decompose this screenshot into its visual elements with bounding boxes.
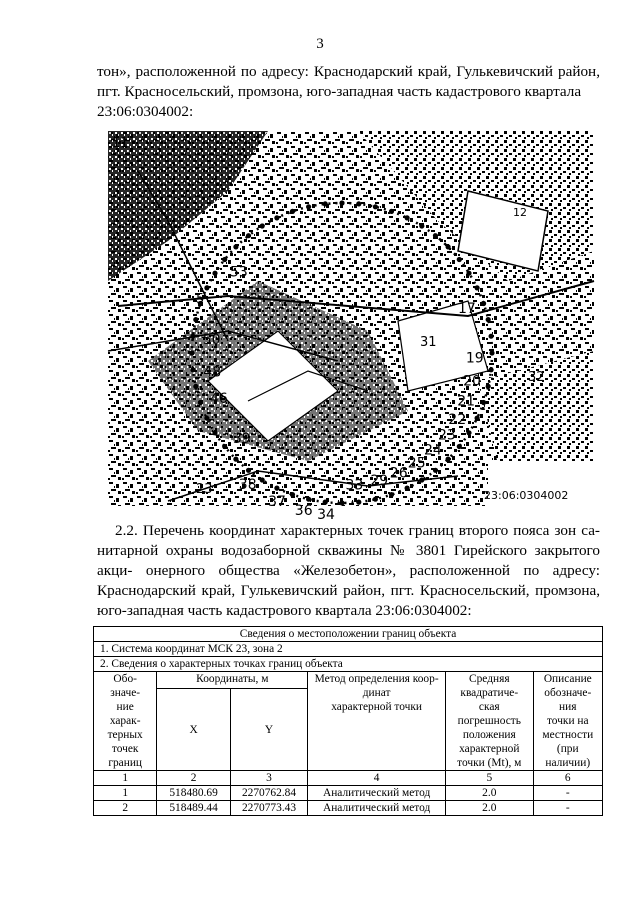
table-system-row	[94, 642, 603, 657]
cell-method: Аналитический метод	[308, 801, 446, 816]
boundary-point-label: 26	[389, 465, 408, 482]
boundary-dot	[290, 492, 295, 497]
table-title: Сведения о местоположении границ объекта	[94, 627, 603, 642]
boundary-dot	[405, 486, 410, 491]
boundary-point-label: 24	[424, 442, 442, 459]
header-designation: Обо- значе- ние харак- терных точек границ	[94, 672, 157, 771]
boundary-dot	[475, 285, 480, 290]
boundary-dot	[306, 204, 311, 209]
boundary-dot	[466, 430, 471, 435]
boundary-dot	[433, 233, 438, 238]
cell-point: 2	[94, 801, 157, 816]
boundary-dot	[389, 492, 394, 497]
cell-x: 518489.44	[157, 801, 230, 816]
boundary-dot	[193, 384, 198, 389]
map-parcel-label: 23	[196, 482, 213, 497]
boundary-dot	[189, 350, 194, 355]
table-title-row	[94, 627, 603, 642]
boundary-dot	[246, 233, 251, 238]
boundary-point-label: 36	[294, 503, 313, 520]
boundary-dot	[489, 367, 494, 372]
column-number-row	[94, 771, 603, 786]
map-label-11: 11	[112, 136, 129, 151]
boundary-point-label: 46	[210, 391, 228, 408]
column-number: 2	[157, 771, 230, 786]
boundary-dot	[233, 244, 238, 249]
boundary-dot	[481, 400, 486, 405]
boundary-dot	[481, 301, 486, 306]
boundary-dot	[190, 334, 195, 339]
table-points-row	[94, 657, 603, 672]
section-line: кадастрового квартала 23:06:0304002:	[226, 602, 472, 619]
cell-method: Аналитический метод	[308, 786, 446, 801]
table-row	[94, 786, 603, 801]
boundary-dot	[339, 500, 344, 505]
coordinates-table	[93, 626, 603, 816]
boundary-dot	[204, 285, 209, 290]
boundary-dot	[356, 201, 361, 206]
boundary-dot	[323, 500, 328, 505]
boundary-point-label: 53	[230, 264, 248, 281]
boundary-dot	[475, 416, 480, 421]
cell-error: 2.0	[446, 801, 534, 816]
boundary-dot	[339, 200, 344, 205]
boundary-dot	[446, 244, 451, 249]
map-parcel-label: 12	[513, 206, 527, 219]
boundary-dot	[373, 204, 378, 209]
boundary-dot	[190, 367, 195, 372]
section-line: онерного общества «Железобетон», расположенной по адресу: Краснодарский	[97, 562, 601, 599]
header-y: Y	[230, 689, 307, 771]
boundary-dot	[290, 209, 295, 214]
header-description: Описание обозначе- ния точки на местности (при наличии)	[533, 672, 602, 771]
boundary-dot	[246, 468, 251, 473]
boundary-point-label: 29	[370, 472, 389, 489]
cell-description: -	[533, 801, 602, 816]
boundary-dot	[405, 215, 410, 220]
boundary-dot	[486, 317, 491, 322]
section-line: край, Гулькевичский район, пгт. Красносельский, промзона, юго-западная часть	[97, 582, 600, 619]
boundary-point-label: 34	[317, 507, 335, 524]
boundary-point-label: 39	[232, 430, 251, 447]
boundary-dot	[274, 486, 279, 491]
header-x: X	[157, 689, 230, 771]
intro-paragraph	[97, 62, 600, 122]
coordinate-system: 1. Система координат МСК 23, зона 2	[94, 642, 603, 657]
map-cadastral-label: 23:06:0304002	[484, 489, 569, 502]
column-number: 3	[230, 771, 307, 786]
boundary-point-label: 20	[463, 373, 481, 390]
header-coordinates: Координаты, м	[157, 672, 308, 689]
header-method: Метод определения коор- динат характерной точки	[308, 672, 446, 771]
points-caption: 2. Сведения о характерных точках границ объекта	[94, 657, 603, 672]
boundary-dot	[486, 384, 491, 389]
boundary-point-label: 37	[268, 494, 286, 510]
map-parcel-label: 5	[196, 292, 205, 307]
cell-error: 2.0	[446, 786, 534, 801]
section-line: 2.2. Перечень координат характерных точек границ второго пояса зон са-	[115, 522, 600, 539]
boundary-dot	[306, 497, 311, 502]
boundary-dot	[260, 223, 265, 228]
page-number: 3	[316, 36, 324, 52]
boundary-point-label: 21	[457, 393, 476, 410]
boundary-dot	[489, 350, 494, 355]
header-error: Средняя квадратиче- ская погрешность положения характерной точки (Mt), м	[446, 672, 534, 771]
intro-line: 23:06:0304002:	[97, 103, 194, 120]
intro-line: тон», расположенной по адресу: Краснодарский край, Гулькевичский район,	[97, 63, 600, 80]
cell-description: -	[533, 786, 602, 801]
section-paragraph	[97, 521, 600, 621]
boundary-point-label: 33	[345, 477, 364, 494]
cell-y: 2270773.43	[230, 801, 307, 816]
section-line: нитарной охраны водозаборной скважины № 3801 Гирейского закрытого акци-	[97, 542, 600, 579]
map-parcel-label: 32	[528, 370, 545, 385]
cell-y: 2270762.84	[230, 786, 307, 801]
boundary-point-label: 17	[458, 300, 476, 317]
boundary-point-label: 23	[438, 427, 456, 444]
cell-x: 518480.69	[157, 786, 230, 801]
boundary-dot	[260, 477, 265, 482]
table-header-row	[94, 672, 603, 689]
boundary-dot	[233, 457, 238, 462]
boundary-point-label: 22	[448, 412, 467, 428]
table-row	[94, 801, 603, 816]
boundary-point-label: 38	[238, 477, 257, 494]
boundary-dot	[466, 271, 471, 276]
boundary-dot	[373, 497, 378, 502]
boundary-dot	[193, 317, 198, 322]
column-number: 6	[533, 771, 602, 786]
boundary-dot	[433, 468, 438, 473]
boundary-dot	[323, 201, 328, 206]
boundary-dot	[457, 257, 462, 262]
map-parcel-label: 31	[420, 335, 437, 350]
boundary-dot	[457, 444, 462, 449]
boundary-dot	[489, 334, 494, 339]
boundary-dot	[222, 257, 227, 262]
boundary-dot	[222, 444, 227, 449]
column-number: 4	[308, 771, 446, 786]
boundary-point-label: 25	[407, 455, 426, 472]
cell-point: 1	[94, 786, 157, 801]
boundary-point-label: 19	[465, 350, 484, 367]
intro-line: пгт. Красносельский, промзона, юго-западная часть кадастрового квартала	[97, 83, 582, 100]
boundary-dot	[446, 457, 451, 462]
boundary-point-label: 50	[202, 332, 221, 349]
boundary-dot	[389, 209, 394, 214]
boundary-dot	[356, 500, 361, 505]
boundary-dot	[274, 215, 279, 220]
boundary-dot	[212, 430, 217, 435]
cadastral-map	[108, 131, 594, 524]
boundary-point-label: 48	[203, 364, 222, 381]
boundary-dot	[212, 271, 217, 276]
boundary-dot	[419, 223, 424, 228]
column-number: 5	[446, 771, 534, 786]
boundary-dot	[198, 400, 203, 405]
boundary-dot	[419, 477, 424, 482]
boundary-dot	[204, 416, 209, 421]
column-number: 1	[94, 771, 157, 786]
